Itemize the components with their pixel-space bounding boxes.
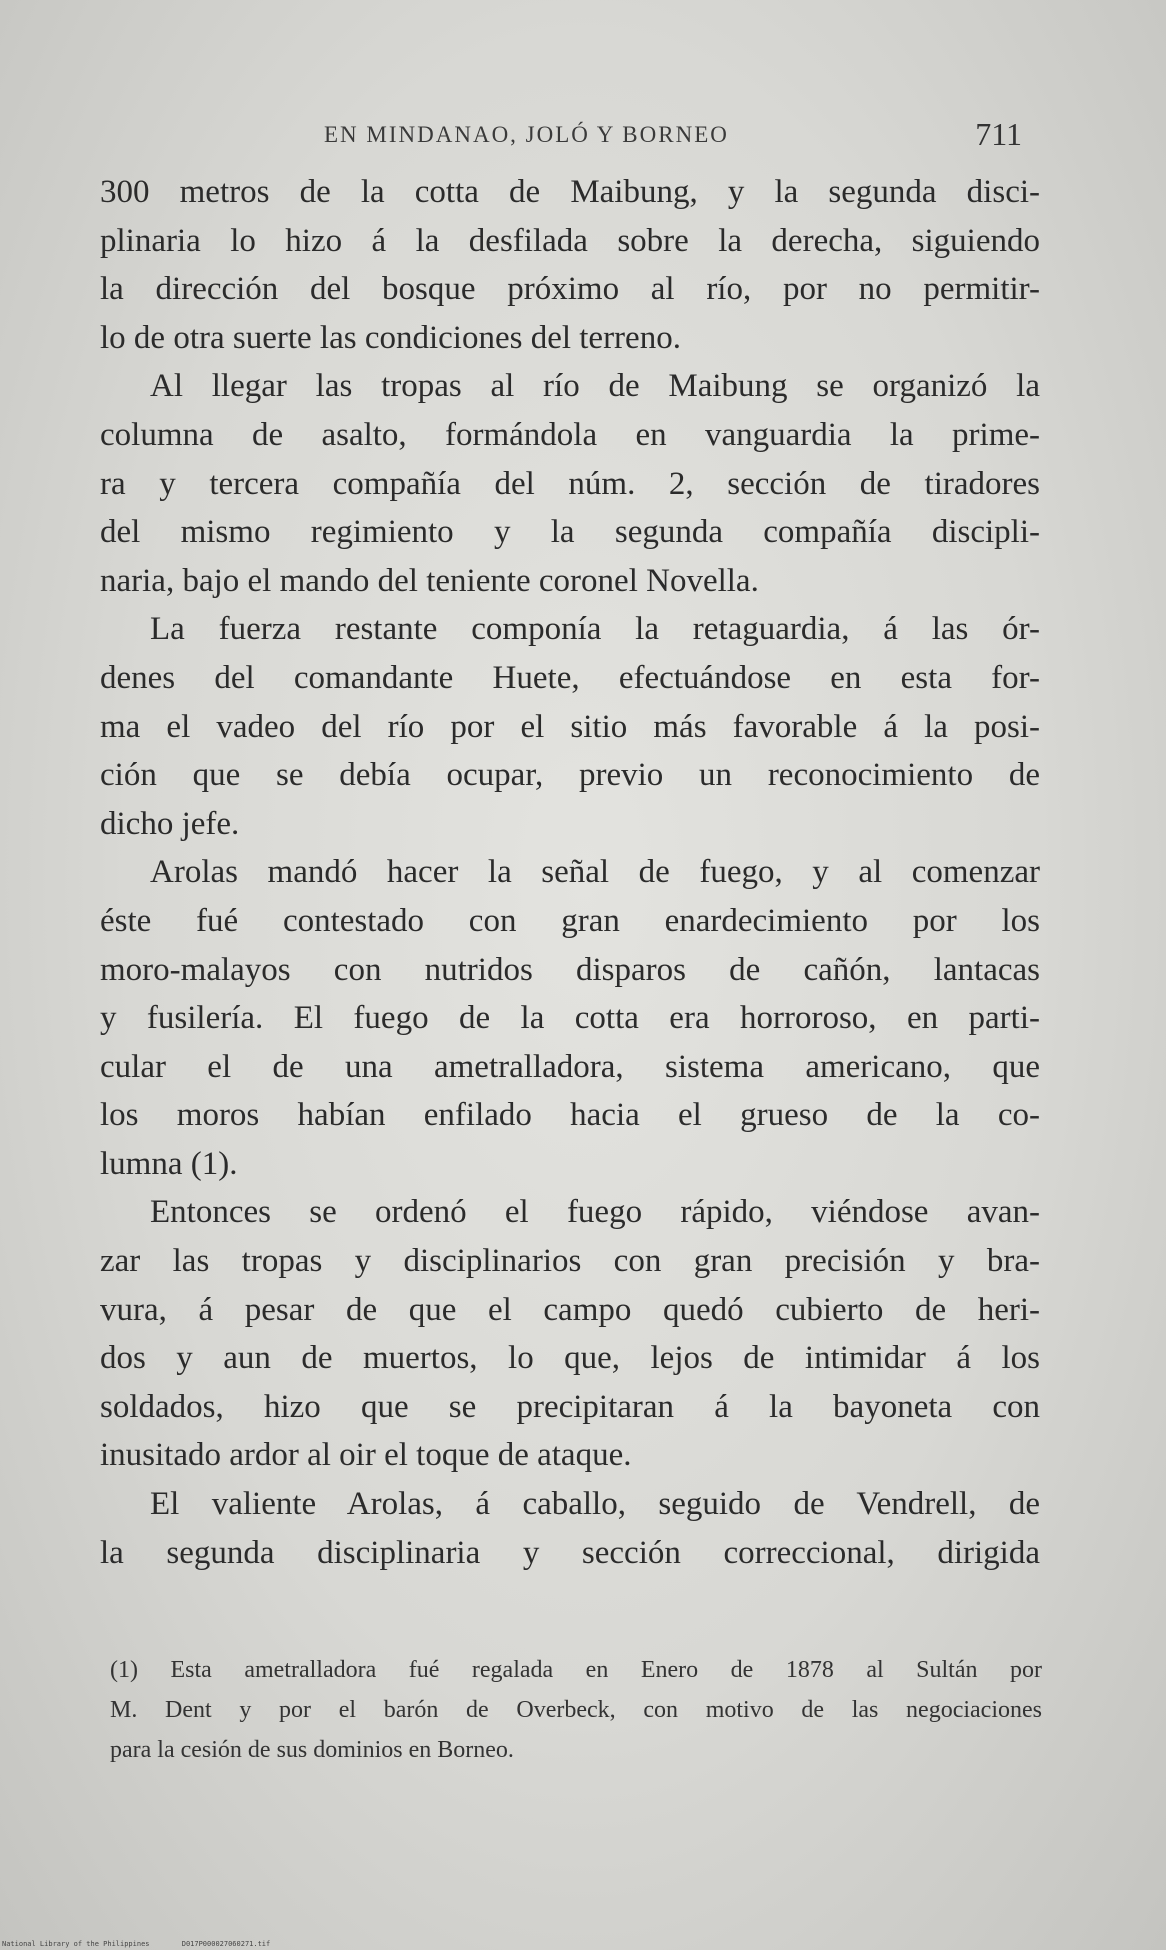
text-line: denes del comandante Huete, efectuándose en esta for-	[100, 659, 1040, 696]
text-line: naria, bajo el mando del teniente coronel Novella.	[100, 562, 759, 599]
text-line: del mismo regimiento y la segunda compañía discipli-	[100, 514, 1040, 551]
scan-file-id: D017P000027060271.tif	[181, 1940, 271, 1948]
text-line: la dirección del bosque próximo al río, por no permitir-	[100, 271, 1040, 308]
page-number: 711	[975, 116, 1022, 152]
text-line: ma el vadeo del río por el sitio más favorable á la posi-	[100, 708, 1040, 745]
text-line: El valiente Arolas, á caballo, seguido de Vendrell, de	[150, 1486, 1040, 1523]
text-line: los moros habían enfilado hacia el grueso de la co-	[100, 1097, 1040, 1134]
footnote-line: M. Dent y por el barón de Overbeck, con motivo de las negociaciones	[110, 1697, 1042, 1723]
text-line: zar las tropas y disciplinarios con gran precisión y bra-	[100, 1243, 1040, 1280]
footnote-line: para la cesión de sus dominios en Borneo.	[110, 1737, 514, 1763]
text-line: moro-malayos con nutridos disparos de cañón, lantacas	[100, 951, 1040, 988]
text-line: lumna (1).	[100, 1145, 238, 1182]
text-line: soldados, hizo que se precipitaran á la bayoneta con	[100, 1388, 1040, 1425]
text-line: lo de otra suerte las condiciones del terreno.	[100, 319, 681, 356]
body-text	[100, 168, 1040, 1577]
text-line: inusitado ardor al oir el toque de ataque.	[100, 1437, 632, 1474]
text-line: cular el de una ametralladora, sistema americano, que	[100, 1048, 1040, 1085]
running-head	[100, 116, 1040, 156]
text-line: dicho jefe.	[100, 805, 240, 842]
text-line: plinaria lo hizo á la desfilada sobre la derecha, siguiendo	[100, 222, 1040, 259]
text-line: ra y tercera compañía del núm. 2, sección de tiradores	[100, 465, 1040, 502]
text-line: vura, á pesar de que el campo quedó cubierto de heri-	[100, 1291, 1040, 1328]
footnote-line: (1) Esta ametralladora fué regalada en Enero de 1878 al Sultán por	[110, 1657, 1042, 1683]
running-title: EN MINDANAO, JOLÓ Y BORNEO	[324, 122, 729, 147]
text-line: Al llegar las tropas al río de Maibung se organizó la	[150, 368, 1040, 405]
text-line: dos y aun de muertos, lo que, lejos de intimidar á los	[100, 1340, 1040, 1377]
text-line: columna de asalto, formándola en vanguardia la prime-	[100, 416, 1040, 453]
text-line: ción que se debía ocupar, previo un reconocimiento de	[100, 757, 1040, 794]
text-line: y fusilería. El fuego de la cotta era horroroso, en parti-	[100, 1000, 1040, 1037]
footnotes	[110, 1650, 1042, 1770]
scan-footer	[2, 1940, 298, 1948]
text-line: 300 metros de la cotta de Maibung, y la segunda disci-	[100, 174, 1040, 210]
text-line: La fuerza restante componía la retaguardia, á las ór-	[150, 611, 1040, 648]
text-line: la segunda disciplinaria y sección correccional, dirigida	[100, 1534, 1040, 1571]
text-line: éste fué contestado con gran enardecimiento por los	[100, 902, 1040, 939]
scan-library-label: National Library of the Philippines	[2, 1940, 150, 1948]
text-line: Entonces se ordenó el fuego rápido, viéndose avan-	[150, 1194, 1040, 1231]
text-line: Arolas mandó hacer la señal de fuego, y al comenzar	[150, 854, 1040, 891]
